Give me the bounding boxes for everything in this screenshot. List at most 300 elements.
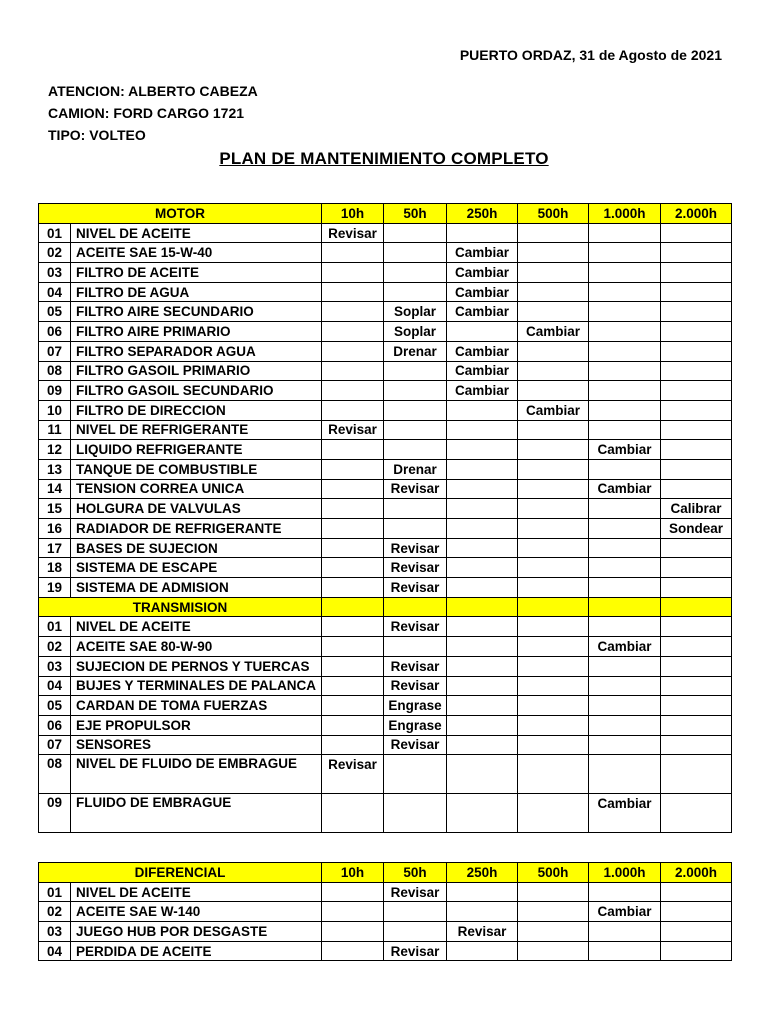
interval-cell: Drenar <box>384 459 447 479</box>
interval-cell: Soplar <box>384 322 447 342</box>
interval-cell <box>322 676 384 696</box>
interval-cell <box>447 637 518 657</box>
interval-cell <box>661 400 732 420</box>
table-row <box>39 282 732 302</box>
interval-cell: Cambiar <box>589 637 661 657</box>
interval-cell <box>518 519 589 539</box>
item-number: 16 <box>39 519 71 539</box>
interval-cell <box>589 735 661 755</box>
item-number: 04 <box>39 282 71 302</box>
interval-cell <box>589 341 661 361</box>
interval-cell <box>518 676 589 696</box>
interval-cell <box>589 420 661 440</box>
item-name: FILTRO DE ACEITE <box>71 263 322 283</box>
interval-cell: Revisar <box>384 941 447 961</box>
interval-cell <box>589 302 661 322</box>
item-name: SISTEMA DE ADMISION <box>71 578 322 598</box>
interval-cell <box>322 440 384 460</box>
interval-cell <box>661 282 732 302</box>
interval-cell: Soplar <box>384 302 447 322</box>
interval-cell <box>447 400 518 420</box>
empty-cell <box>322 597 384 617</box>
interval-cell <box>518 459 589 479</box>
interval-cell <box>518 755 589 794</box>
item-name: SISTEMA DE ESCAPE <box>71 558 322 578</box>
table-row <box>39 223 732 243</box>
interval-cell <box>589 755 661 794</box>
interval-cell: Cambiar <box>447 263 518 283</box>
item-number: 14 <box>39 479 71 499</box>
interval-cell <box>518 656 589 676</box>
interval-cell <box>322 637 384 657</box>
column-header: 500h <box>518 863 589 883</box>
item-number: 06 <box>39 715 71 735</box>
page-title: PLAN DE MANTENIMIENTO COMPLETO <box>219 149 549 168</box>
interval-cell <box>589 381 661 401</box>
interval-cell: Revisar <box>384 735 447 755</box>
interval-cell <box>518 243 589 263</box>
interval-cell <box>518 381 589 401</box>
interval-cell <box>447 617 518 637</box>
interval-cell <box>322 696 384 716</box>
interval-cell <box>384 499 447 519</box>
item-number: 05 <box>39 302 71 322</box>
maintenance-table-motor-transmision <box>38 203 732 833</box>
item-number: 07 <box>39 341 71 361</box>
interval-cell <box>661 637 732 657</box>
interval-cell <box>661 420 732 440</box>
interval-cell <box>322 922 384 942</box>
table-row <box>39 440 732 460</box>
item-name: SENSORES <box>71 735 322 755</box>
maintenance-table-diferencial <box>38 862 732 961</box>
column-header: 2.000h <box>661 863 732 883</box>
interval-cell <box>661 902 732 922</box>
interval-cell <box>518 361 589 381</box>
interval-cell <box>661 459 732 479</box>
interval-cell <box>589 263 661 283</box>
interval-cell <box>384 361 447 381</box>
interval-cell <box>322 302 384 322</box>
interval-cell <box>518 282 589 302</box>
item-number: 10 <box>39 400 71 420</box>
table-row <box>39 794 732 833</box>
interval-cell: Revisar <box>384 578 447 598</box>
interval-cell <box>589 558 661 578</box>
interval-cell <box>661 223 732 243</box>
item-number: 04 <box>39 941 71 961</box>
interval-cell <box>518 440 589 460</box>
item-number: 15 <box>39 499 71 519</box>
item-name: HOLGURA DE VALVULAS <box>71 499 322 519</box>
diferencial-section-label: DIFERENCIAL <box>39 863 322 883</box>
interval-cell <box>661 922 732 942</box>
item-name: FILTRO DE DIRECCION <box>71 400 322 420</box>
interval-cell: Sondear <box>661 519 732 539</box>
interval-cell: Cambiar <box>589 479 661 499</box>
table-row <box>39 558 732 578</box>
item-number: 09 <box>39 794 71 833</box>
item-name: CARDAN DE TOMA FUERZAS <box>71 696 322 716</box>
item-number: 11 <box>39 420 71 440</box>
column-header: 50h <box>384 204 447 224</box>
interval-cell <box>322 263 384 283</box>
interval-cell <box>518 223 589 243</box>
interval-cell <box>661 882 732 902</box>
document-date: PUERTO ORDAZ, 31 de Agosto de 2021 <box>459 47 722 63</box>
table-row <box>39 263 732 283</box>
item-number: 01 <box>39 617 71 637</box>
interval-cell <box>322 902 384 922</box>
interval-cell <box>447 459 518 479</box>
interval-cell <box>384 440 447 460</box>
item-name: BUJES Y TERMINALES DE PALANCA <box>71 676 322 696</box>
interval-cell <box>447 882 518 902</box>
item-name: NIVEL DE ACEITE <box>71 882 322 902</box>
interval-cell <box>589 922 661 942</box>
interval-cell <box>384 400 447 420</box>
interval-cell <box>661 440 732 460</box>
interval-cell <box>447 558 518 578</box>
table-row <box>39 578 732 598</box>
column-header: 250h <box>447 863 518 883</box>
interval-cell <box>589 223 661 243</box>
interval-cell <box>384 263 447 283</box>
interval-cell <box>518 735 589 755</box>
item-number: 07 <box>39 735 71 755</box>
interval-cell <box>661 381 732 401</box>
interval-cell <box>589 322 661 342</box>
interval-cell <box>447 696 518 716</box>
interval-cell <box>661 941 732 961</box>
table-row <box>39 302 732 322</box>
item-name: ACEITE SAE 80-W-90 <box>71 637 322 657</box>
item-number: 03 <box>39 656 71 676</box>
interval-cell <box>322 558 384 578</box>
interval-cell <box>322 361 384 381</box>
interval-cell <box>661 263 732 283</box>
item-name: SUJECION DE PERNOS Y TUERCAS <box>71 656 322 676</box>
item-name: FILTRO AIRE SECUNDARIO <box>71 302 322 322</box>
interval-cell <box>589 715 661 735</box>
interval-cell <box>518 499 589 519</box>
interval-cell <box>518 882 589 902</box>
item-number: 04 <box>39 676 71 696</box>
interval-cell <box>322 578 384 598</box>
interval-cell <box>322 479 384 499</box>
item-number: 09 <box>39 381 71 401</box>
table-row <box>39 755 732 794</box>
interval-cell <box>589 656 661 676</box>
table-row <box>39 617 732 637</box>
item-name: BASES DE SUJECION <box>71 538 322 558</box>
item-number: 18 <box>39 558 71 578</box>
type-line: TIPO: VOLTEO <box>48 127 146 143</box>
table-row <box>39 941 732 961</box>
item-number: 19 <box>39 578 71 598</box>
interval-cell <box>661 558 732 578</box>
table-row <box>39 637 732 657</box>
interval-cell <box>384 223 447 243</box>
interval-cell: Revisar <box>384 617 447 637</box>
item-number: 02 <box>39 243 71 263</box>
item-number: 01 <box>39 882 71 902</box>
interval-cell: Cambiar <box>447 302 518 322</box>
empty-cell <box>384 597 447 617</box>
interval-cell <box>661 617 732 637</box>
item-name: FILTRO SEPARADOR AGUA <box>71 341 322 361</box>
column-header: 1.000h <box>589 863 661 883</box>
interval-cell <box>661 715 732 735</box>
interval-cell <box>518 578 589 598</box>
interval-cell <box>384 794 447 833</box>
interval-cell <box>384 902 447 922</box>
table-row <box>39 459 732 479</box>
table-row <box>39 538 732 558</box>
interval-cell: Cambiar <box>447 282 518 302</box>
interval-cell: Revisar <box>322 755 384 794</box>
interval-cell <box>589 243 661 263</box>
table-row <box>39 715 732 735</box>
interval-cell <box>518 637 589 657</box>
item-name: NIVEL DE REFRIGERANTE <box>71 420 322 440</box>
interval-cell <box>447 735 518 755</box>
interval-cell <box>661 322 732 342</box>
interval-cell <box>447 223 518 243</box>
interval-cell <box>322 322 384 342</box>
interval-cell <box>447 322 518 342</box>
interval-cell <box>447 538 518 558</box>
interval-cell <box>447 941 518 961</box>
empty-cell <box>661 597 732 617</box>
table-row <box>39 322 732 342</box>
table-row <box>39 243 732 263</box>
item-name: ACEITE SAE 15-W-40 <box>71 243 322 263</box>
interval-cell <box>518 617 589 637</box>
interval-cell <box>661 243 732 263</box>
column-header: 10h <box>322 863 384 883</box>
column-header: 50h <box>384 863 447 883</box>
item-name: FILTRO AIRE PRIMARIO <box>71 322 322 342</box>
interval-cell <box>322 656 384 676</box>
diferencial-header-row <box>39 863 732 883</box>
interval-cell <box>661 656 732 676</box>
interval-cell: Cambiar <box>518 400 589 420</box>
interval-cell <box>661 578 732 598</box>
interval-cell: Revisar <box>322 223 384 243</box>
interval-cell <box>384 381 447 401</box>
empty-cell <box>589 597 661 617</box>
table-row <box>39 902 732 922</box>
motor-header-row <box>39 204 732 224</box>
column-header: 500h <box>518 204 589 224</box>
item-number: 08 <box>39 361 71 381</box>
item-name: FILTRO GASOIL PRIMARIO <box>71 361 322 381</box>
item-name: NIVEL DE ACEITE <box>71 617 322 637</box>
interval-cell <box>518 479 589 499</box>
interval-cell <box>661 341 732 361</box>
interval-cell <box>661 538 732 558</box>
interval-cell <box>589 696 661 716</box>
interval-cell <box>384 637 447 657</box>
column-header: 2.000h <box>661 204 732 224</box>
item-name: FILTRO GASOIL SECUNDARIO <box>71 381 322 401</box>
interval-cell: Revisar <box>384 558 447 578</box>
item-name: PERDIDA DE ACEITE <box>71 941 322 961</box>
interval-cell <box>322 882 384 902</box>
interval-cell: Revisar <box>322 420 384 440</box>
table-row <box>39 400 732 420</box>
interval-cell <box>322 282 384 302</box>
interval-cell <box>589 361 661 381</box>
interval-cell <box>384 519 447 539</box>
interval-cell <box>589 538 661 558</box>
item-number: 08 <box>39 755 71 794</box>
interval-cell: Cambiar <box>589 902 661 922</box>
table-row <box>39 420 732 440</box>
interval-cell: Engrase <box>384 715 447 735</box>
interval-cell <box>322 617 384 637</box>
interval-cell <box>518 794 589 833</box>
interval-cell <box>322 243 384 263</box>
interval-cell <box>589 400 661 420</box>
interval-cell <box>384 755 447 794</box>
item-number: 13 <box>39 459 71 479</box>
interval-cell <box>661 755 732 794</box>
table-row <box>39 499 732 519</box>
interval-cell: Cambiar <box>589 794 661 833</box>
item-number: 03 <box>39 922 71 942</box>
interval-cell <box>518 902 589 922</box>
interval-cell <box>661 361 732 381</box>
interval-cell <box>447 479 518 499</box>
item-name: LIQUIDO REFRIGERANTE <box>71 440 322 460</box>
item-name: EJE PROPULSOR <box>71 715 322 735</box>
table-row <box>39 381 732 401</box>
item-name: FLUIDO DE EMBRAGUE <box>71 794 322 833</box>
interval-cell <box>384 922 447 942</box>
interval-cell <box>661 735 732 755</box>
item-number: 06 <box>39 322 71 342</box>
motor-section-label: MOTOR <box>39 204 322 224</box>
empty-cell <box>518 597 589 617</box>
table-row <box>39 922 732 942</box>
table-row <box>39 696 732 716</box>
interval-cell: Cambiar <box>518 322 589 342</box>
interval-cell <box>384 420 447 440</box>
item-number: 17 <box>39 538 71 558</box>
table-row <box>39 882 732 902</box>
interval-cell <box>661 794 732 833</box>
column-header: 10h <box>322 204 384 224</box>
interval-cell <box>322 538 384 558</box>
empty-cell <box>447 597 518 617</box>
item-number: 02 <box>39 902 71 922</box>
table-row <box>39 361 732 381</box>
interval-cell: Revisar <box>384 882 447 902</box>
interval-cell <box>589 617 661 637</box>
transmision-section-label: TRANSMISION <box>39 597 322 617</box>
interval-cell: Cambiar <box>447 243 518 263</box>
interval-cell <box>661 479 732 499</box>
interval-cell <box>447 715 518 735</box>
item-name: NIVEL DE FLUIDO DE EMBRAGUE <box>71 755 322 794</box>
interval-cell <box>322 794 384 833</box>
interval-cell <box>447 676 518 696</box>
interval-cell: Revisar <box>384 656 447 676</box>
item-number: 02 <box>39 637 71 657</box>
interval-cell <box>322 519 384 539</box>
item-number: 03 <box>39 263 71 283</box>
interval-cell <box>518 696 589 716</box>
interval-cell <box>322 400 384 420</box>
interval-cell <box>589 941 661 961</box>
interval-cell: Cambiar <box>447 341 518 361</box>
interval-cell <box>589 499 661 519</box>
interval-cell: Revisar <box>384 676 447 696</box>
interval-cell <box>447 519 518 539</box>
interval-cell <box>322 499 384 519</box>
interval-cell <box>589 282 661 302</box>
interval-cell <box>447 440 518 460</box>
truck-line: CAMION: FORD CARGO 1721 <box>48 105 245 121</box>
item-number: 01 <box>39 223 71 243</box>
interval-cell <box>518 538 589 558</box>
interval-cell <box>518 941 589 961</box>
interval-cell <box>661 676 732 696</box>
item-name: ACEITE SAE W-140 <box>71 902 322 922</box>
interval-cell <box>322 715 384 735</box>
item-name: JUEGO HUB POR DESGASTE <box>71 922 322 942</box>
item-name: RADIADOR DE REFRIGERANTE <box>71 519 322 539</box>
item-number: 05 <box>39 696 71 716</box>
interval-cell <box>661 696 732 716</box>
table-row <box>39 656 732 676</box>
item-name: FILTRO DE AGUA <box>71 282 322 302</box>
interval-cell: Cambiar <box>447 361 518 381</box>
interval-cell <box>518 922 589 942</box>
table-row <box>39 676 732 696</box>
interval-cell <box>518 558 589 578</box>
interval-cell <box>447 578 518 598</box>
interval-cell <box>518 420 589 440</box>
item-name: NIVEL DE ACEITE <box>71 223 322 243</box>
column-header: 1.000h <box>589 204 661 224</box>
interval-cell <box>447 755 518 794</box>
table-row <box>39 519 732 539</box>
transmision-section-row <box>39 597 732 617</box>
interval-cell: Cambiar <box>589 440 661 460</box>
item-name: TANQUE DE COMBUSTIBLE <box>71 459 322 479</box>
interval-cell <box>447 499 518 519</box>
interval-cell: Revisar <box>384 538 447 558</box>
table-row <box>39 479 732 499</box>
column-header: 250h <box>447 204 518 224</box>
interval-cell: Engrase <box>384 696 447 716</box>
attention-line: ATENCION: ALBERTO CABEZA <box>48 83 258 99</box>
interval-cell <box>518 715 589 735</box>
interval-cell <box>384 282 447 302</box>
interval-cell <box>322 459 384 479</box>
interval-cell <box>447 656 518 676</box>
table-row <box>39 341 732 361</box>
interval-cell <box>589 882 661 902</box>
item-number: 12 <box>39 440 71 460</box>
table-row <box>39 735 732 755</box>
interval-cell <box>518 302 589 322</box>
interval-cell <box>518 341 589 361</box>
interval-cell <box>447 794 518 833</box>
